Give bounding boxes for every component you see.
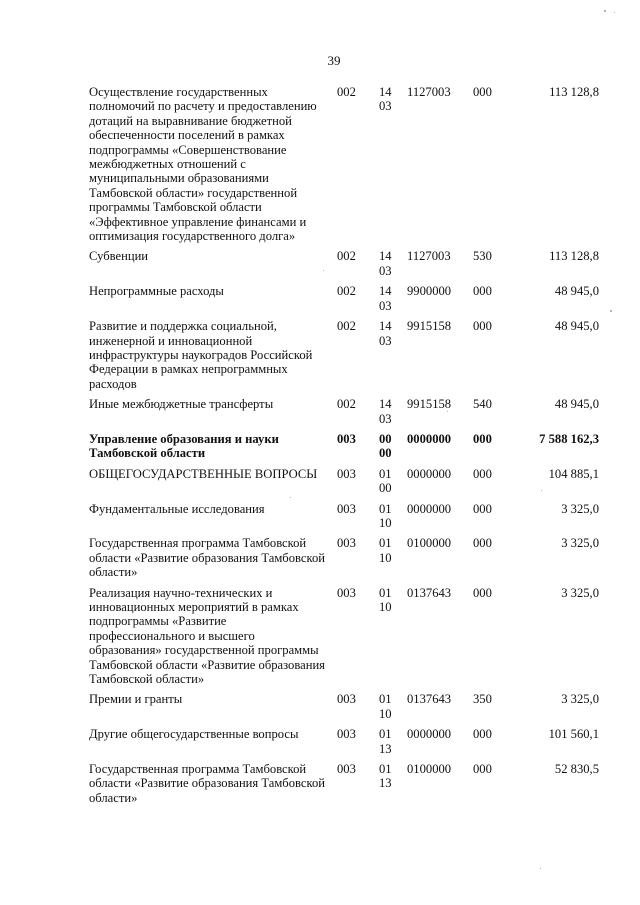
scan-speck — [541, 490, 542, 491]
row-section-code: 00 00 — [379, 431, 392, 461]
row-amount: 3 325,0 — [561, 536, 599, 551]
row-expense-type-code: 540 — [473, 397, 492, 412]
scan-speck — [614, 12, 615, 13]
row-section-code: 01 10 — [379, 692, 392, 721]
table-row — [89, 319, 599, 397]
budget-table — [89, 85, 599, 811]
row-section-code: 01 10 — [379, 536, 392, 565]
row-ved-code: 002 — [337, 397, 356, 412]
table-row — [89, 586, 599, 693]
row-ved-code: 002 — [337, 85, 356, 99]
row-target-code: 0137643 — [407, 585, 452, 600]
scan-speck — [604, 10, 606, 12]
row-name: ОБЩЕГОСУДАРСТВЕННЫЕ ВОПРОСЫ — [89, 466, 318, 481]
row-section-code: 01 10 — [379, 585, 392, 614]
row-target-code: 9915158 — [407, 397, 452, 412]
row-ved-code: 003 — [337, 536, 356, 551]
row-ved-code: 002 — [337, 249, 356, 264]
row-expense-type-code: 000 — [473, 536, 492, 551]
row-amount: 104 885,1 — [548, 466, 599, 481]
row-target-code: 0000000 — [407, 501, 452, 516]
row-target-code: 0100000 — [407, 762, 452, 777]
row-name: Развитие и поддержка социальной, инженерной и инновационной инфраструктуры наукоградов Российской Федерации в рамках непрограммных расходов — [89, 319, 313, 391]
row-ved-code: 003 — [337, 762, 356, 777]
row-section-code: 01 00 — [379, 466, 392, 496]
row-expense-type-code: 000 — [473, 585, 492, 600]
row-amount: 113 128,8 — [549, 85, 599, 99]
row-name: Государственная программа Тамбовской области «Развитие образования Тамбовской области» — [89, 536, 325, 580]
row-target-code: 0000000 — [407, 727, 452, 742]
row-section-code: 14 03 — [379, 249, 392, 278]
row-name: Иные межбюджетные трансферты — [89, 397, 274, 412]
scan-speck — [540, 868, 541, 869]
table-row — [89, 762, 599, 811]
row-section-code: 01 10 — [379, 501, 392, 530]
row-expense-type-code: 000 — [473, 85, 492, 99]
row-ved-code: 002 — [337, 319, 356, 334]
row-ved-code: 002 — [337, 284, 356, 299]
table-row — [89, 692, 599, 727]
row-name: Осуществление государственных полномочий по расчету и предоставлению дотаций на выравнивание бюджетной обеспеченности поселений в рамках подпрограммы «Совершенствование межбюджетных отношений с муниципальными образованиями Тамбовской области» государственной программы Тамбовской области «Эффективное управление финансами и оптимизация государственного долга» — [89, 85, 317, 244]
row-ved-code: 003 — [337, 501, 356, 516]
row-ved-code: 003 — [337, 692, 356, 707]
table-row — [89, 536, 599, 585]
row-target-code: 1127003 — [407, 249, 451, 264]
row-section-code: 14 03 — [379, 284, 392, 313]
row-target-code: 0137643 — [407, 692, 452, 707]
row-target-code: 9900000 — [407, 284, 452, 299]
row-expense-type-code: 000 — [473, 466, 492, 481]
row-expense-type-code: 000 — [473, 431, 492, 446]
row-expense-type-code: 000 — [473, 727, 492, 742]
table-row — [89, 432, 599, 467]
table-row — [89, 467, 599, 502]
row-section-code: 01 13 — [379, 727, 392, 756]
scan-speck — [610, 310, 612, 312]
table-row — [89, 397, 599, 432]
row-ved-code: 003 — [337, 431, 356, 446]
table-row — [89, 284, 599, 319]
row-name: Непрограммные расходы — [89, 284, 224, 299]
row-ved-code: 003 — [337, 727, 356, 742]
row-target-code: 9915158 — [407, 319, 452, 334]
row-target-code: 0100000 — [407, 536, 452, 551]
table-row — [89, 249, 599, 284]
scan-speck — [290, 497, 291, 498]
row-expense-type-code: 000 — [473, 501, 492, 516]
row-name: Государственная программа Тамбовской области «Развитие образования Тамбовской области» — [89, 762, 325, 805]
row-amount: 101 560,1 — [548, 727, 599, 742]
row-section-code: 14 03 — [379, 319, 392, 348]
row-expense-type-code: 350 — [473, 692, 492, 707]
row-name: Фундаментальные исследования — [89, 501, 265, 516]
row-amount: 7 588 162,3 — [539, 431, 599, 446]
row-target-code: 1127003 — [407, 85, 451, 99]
row-section-code: 01 13 — [379, 762, 392, 791]
row-amount: 113 128,8 — [549, 249, 599, 264]
row-expense-type-code: 000 — [473, 284, 492, 299]
row-amount: 48 945,0 — [554, 284, 599, 299]
scan-speck — [323, 270, 324, 271]
row-name: Премии и гранты — [89, 692, 183, 707]
budget-table-body — [89, 85, 599, 811]
row-amount: 52 830,5 — [554, 762, 599, 777]
row-amount: 48 945,0 — [554, 319, 599, 334]
row-name: Другие общегосударственные вопросы — [89, 727, 299, 742]
row-amount: 3 325,0 — [561, 692, 599, 707]
row-section-code: 14 03 — [379, 397, 392, 426]
row-amount: 3 325,0 — [561, 585, 599, 600]
row-expense-type-code: 530 — [473, 249, 492, 264]
row-section-code: 14 03 — [379, 85, 392, 114]
row-ved-code: 003 — [337, 585, 356, 600]
row-ved-code: 003 — [337, 466, 356, 481]
row-target-code: 0000000 — [407, 431, 452, 446]
row-target-code: 0000000 — [407, 466, 452, 481]
scan-speck — [447, 411, 448, 412]
row-name: Реализация научно-технических и инновационных мероприятий в рамках подпрограммы «Развитие профессионального и высшего образования» государственной программы Тамбовской области «Развитие образования Тамбовской области» — [89, 585, 325, 687]
row-name: Управление образования и науки Тамбовской области — [89, 431, 279, 461]
row-expense-type-code: 000 — [473, 319, 492, 334]
row-name: Субвенции — [89, 249, 149, 264]
row-amount: 3 325,0 — [561, 501, 599, 516]
table-row — [89, 502, 599, 537]
row-amount: 48 945,0 — [554, 397, 599, 412]
row-expense-type-code: 000 — [473, 762, 492, 777]
table-row — [89, 727, 599, 762]
page-number: 39 — [327, 53, 341, 68]
table-row — [89, 85, 599, 249]
